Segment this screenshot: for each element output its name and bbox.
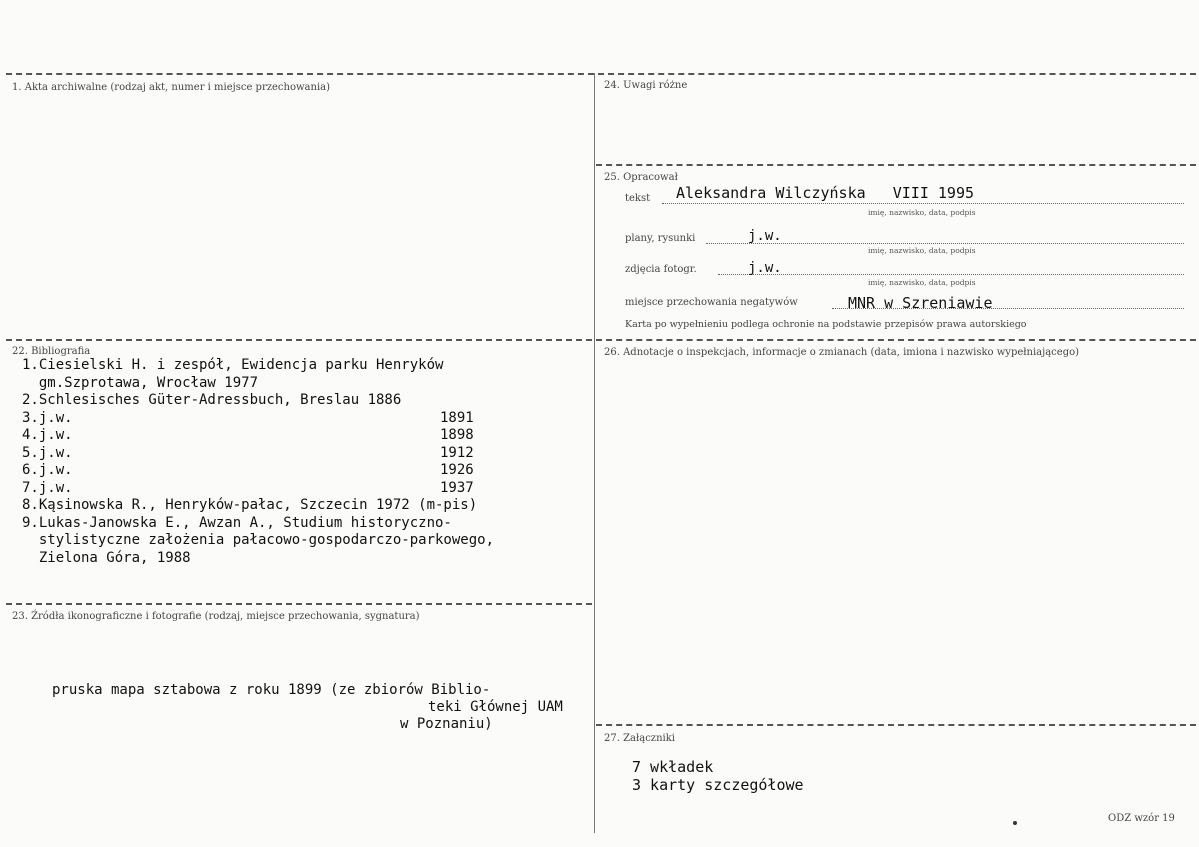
bibliography-item: Zielona Góra, 1988 xyxy=(22,549,191,566)
bibliography-item: 3.j.w. 1891 xyxy=(22,409,474,426)
iconography-line-2: teki Głównej UAM xyxy=(428,699,563,715)
right-divider-3 xyxy=(596,724,1196,726)
bibliography-item: gm.Szprotawa, Wrocław 1977 xyxy=(22,374,259,391)
zdjecia-dotted-line xyxy=(718,274,1184,275)
section-1-label: 1. Akta archiwalne (rodzaj akt, numer i miejsce przechowania) xyxy=(12,82,331,93)
left-divider-2 xyxy=(6,603,592,605)
right-divider-2 xyxy=(596,339,1196,341)
iconography-line-1: pruska mapa sztabowa z roku 1899 (ze zbiorów Biblio- xyxy=(52,682,491,698)
bibliography-item: 8.Kąsinowska R., Henryków-pałac, Szczecin 1972 (m-pis) xyxy=(22,497,478,513)
zdjecia-label: zdjęcia fotogr. xyxy=(625,264,697,275)
bibliography-item: stylistyczne założenia pałacowo-gospodarczo-parkowego, xyxy=(22,532,495,548)
left-divider-1 xyxy=(6,339,592,341)
plany-value: j.w. xyxy=(748,228,782,244)
iconography-line-3: w Poznaniu) xyxy=(400,716,493,732)
bibliography-item: 4.j.w. 1898 xyxy=(22,427,474,443)
right-divider-1 xyxy=(596,164,1196,166)
bibliography-list xyxy=(22,357,494,567)
section-22-label: 22. Bibliografia xyxy=(12,346,91,357)
section-24-label: 24. Uwagi różne xyxy=(604,80,688,91)
plany-hint: imię, nazwisko, data, podpis xyxy=(868,246,976,255)
section-23-label: 23. Źródła ikonograficzne i fotografie (rodzaj, miejsce przechowania, sygnatura) xyxy=(12,611,420,622)
section-26-label: 26. Adnotacje o inspekcjach, informacje o zmianach (data, imiona i nazwisko wypełniającego) xyxy=(604,347,1080,358)
top-divider xyxy=(6,73,1196,75)
bibliography-item: 9.Lukas-Janowska E., Awzan A., Studium historyczno- xyxy=(22,514,452,531)
bibliography-item: 2.Schlesisches Güter-Adressbuch, Breslau 1886 xyxy=(22,392,402,408)
attachments-line-1: 7 wkładek xyxy=(632,758,714,776)
tekst-value: Aleksandra Wilczyńska VIII 1995 xyxy=(676,184,975,202)
bibliography-item: 5.j.w. 1912 xyxy=(22,444,474,461)
copyright-note: Karta po wypełnieniu podlega ochronie na podstawie przepisów prawa autorskiego xyxy=(625,319,1027,330)
tekst-label: tekst xyxy=(625,193,651,204)
section-27-label: 27. Załączniki xyxy=(604,733,675,744)
punch-mark xyxy=(1013,821,1017,825)
plany-label: plany, rysunki xyxy=(625,233,696,244)
bibliography-item: 1.Ciesielski H. i zespół, Ewidencja parku Henryków xyxy=(22,357,444,373)
zdjecia-value: j.w. xyxy=(748,260,782,276)
zdjecia-hint: imię, nazwisko, data, podpis xyxy=(868,278,976,287)
form-id: ODZ wzór 19 xyxy=(1108,813,1175,824)
bibliography-item: 7.j.w. 1937 xyxy=(22,479,474,496)
negatywy-value: MNR w Szreniawie xyxy=(848,294,993,312)
section-25-label: 25. Opracował xyxy=(604,172,678,183)
bibliography-item: 6.j.w. 1926 xyxy=(22,462,474,478)
center-divider xyxy=(594,73,595,833)
attachments-line-2: 3 karty szczegółowe xyxy=(632,776,804,794)
tekst-dotted-line xyxy=(662,203,1184,204)
negatywy-label: miejsce przechowania negatywów xyxy=(625,297,798,308)
tekst-hint: imię, nazwisko, data, podpis xyxy=(868,208,976,217)
